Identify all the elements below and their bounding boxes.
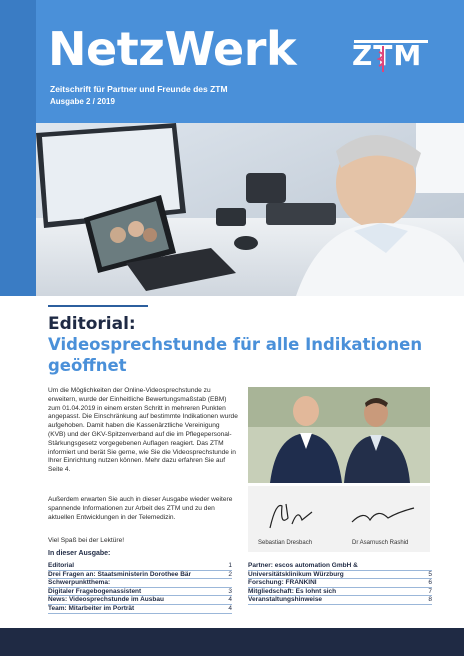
body-paragraph-3: Viel Spaß bei der Lektüre! [48, 537, 125, 544]
toc-item-page: 4 [228, 596, 232, 604]
toc-item-page: 7 [428, 587, 432, 595]
toc-item-label: News: Videosprechstunde im Ausbau [48, 596, 164, 604]
photo-side-strip [0, 123, 36, 296]
toc-item-label: Universitätsklinikum Würzburg [248, 570, 344, 578]
cover-photo [36, 123, 464, 296]
toc-item-label: Team: Mitarbeiter im Porträt [48, 604, 135, 612]
body-paragraph-2: Außerdem erwarten Sie auch in dieser Ausgabe wieder weitere spannende Informationen zur Arbeit des ZTM und zu den aktuellen Entwicklungen in der Telemedizin. [48, 496, 233, 521]
toc-item-page: 3 [228, 587, 232, 595]
toc-item[interactable] [48, 605, 232, 614]
toc-item[interactable] [248, 571, 432, 580]
logo-text: ZTM [352, 39, 423, 72]
toc-left-column [48, 562, 232, 614]
signature-2-image [348, 504, 418, 528]
toc-item[interactable] [48, 579, 232, 588]
signature-name-1: Sebastian Dresbach [258, 540, 313, 546]
toc-item[interactable] [48, 596, 232, 605]
issue-number: Ausgabe 2 / 2019 [50, 97, 115, 106]
toc-item-label: Editorial [48, 562, 75, 569]
signature-area [248, 486, 430, 552]
signature-1-image [262, 498, 322, 534]
toc-right-column [248, 562, 432, 605]
toc-item[interactable] [48, 571, 232, 580]
toc-item-label: Forschung: FRANKINI [248, 579, 317, 587]
toc-item-label: Schwerpunktthema: [48, 579, 111, 587]
toc-item[interactable] [248, 596, 432, 605]
ztm-logo [352, 40, 432, 78]
toc-item[interactable] [248, 562, 432, 571]
toc-item-page: 6 [428, 579, 432, 587]
toc-item-label: Mitgliedschaft: Es lohnt sich [248, 587, 337, 595]
toc-item-page: 5 [428, 570, 432, 578]
toc-item-label: Veranstaltungshinweise [248, 596, 323, 604]
masthead [0, 0, 464, 123]
toc-item-label: Digitaler Fragebogenassistent [48, 587, 142, 595]
caduceus-icon [376, 44, 390, 74]
toc-item-page: 4 [228, 604, 232, 612]
body-paragraph-1: Um die Möglichkeiten der Online-Videosprechstunde zu erweitern, wurde der Einheitliche Bewertungsmaßstab (EBM) zum 01.04.2019 in einem ersten Schritt in mehreren Punkten angepasst. Die Einschränkung auf bestimmte Indikationen wurde aufgehoben. Damit haben die Kassenärztliche Vereinigung (KVB) und der GKV-Spitzenverband auf die im Pflegepersonal-Stärkungsgesetz vorgegebenen Auflagen reagiert. Das ZTM informiert und berät Sie gerne, wie Sie die Videosprechstunde in Ihrer Einrichtung nutzen können. Mehr dazu erfahren Sie auf Seite 4. [48, 387, 238, 474]
toc-item-label: Drei Fragen an: Staatsministerin Dorothee Bär [48, 570, 192, 578]
toc-item-label: Partner: escos automation GmbH & [248, 562, 358, 569]
toc-item-page: 2 [228, 570, 232, 578]
toc-heading: In dieser Ausgabe: [48, 550, 111, 557]
editorial-kicker: Editorial: [48, 314, 136, 334]
editors-portrait [248, 387, 430, 483]
toc-item[interactable] [48, 588, 232, 597]
magazine-subtitle: Zeitschrift für Partner und Freunde des ZTM [50, 84, 228, 94]
article-headline: Videosprechstunde für alle Indikationen geöffnet [48, 335, 423, 375]
section-divider [48, 305, 148, 307]
toc-item[interactable] [48, 562, 232, 571]
footer-bar [0, 628, 464, 656]
toc-item[interactable] [248, 588, 432, 597]
toc-item-page: 1 [228, 562, 232, 569]
toc-item[interactable] [248, 579, 432, 588]
toc-item-page: 8 [428, 596, 432, 604]
magazine-title: NetzWerk [48, 22, 297, 76]
signature-name-2: Dr Asarnusch Rashid [352, 540, 409, 546]
masthead-side-bar [0, 0, 36, 123]
